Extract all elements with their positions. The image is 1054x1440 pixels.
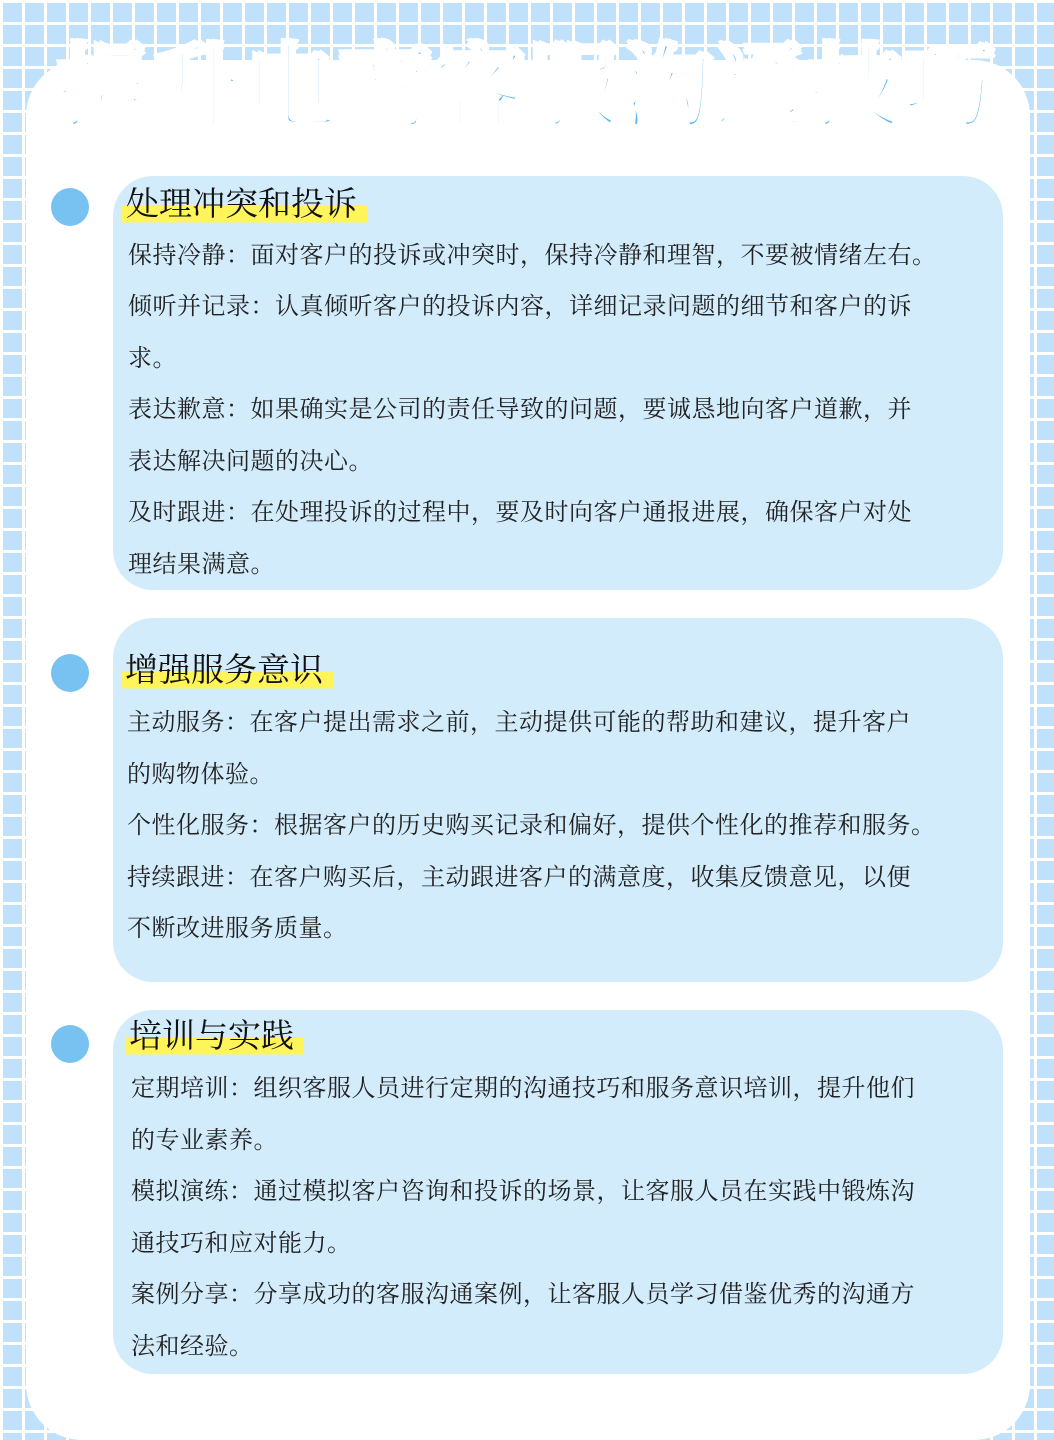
section-heading: 培训与实践 xyxy=(125,1014,304,1058)
section-line: 的购物体验。 xyxy=(127,760,274,788)
bullet-dot xyxy=(51,1025,89,1063)
section-line: 通技巧和应对能力。 xyxy=(131,1229,352,1257)
section-line: 理结果满意。 xyxy=(128,550,275,578)
section-line: 的专业素养。 xyxy=(131,1126,278,1154)
section-line: 保持冷静：面对客户的投诉或冲突时，保持冷静和理智，不要被情绪左右。 xyxy=(128,241,937,269)
section-heading: 增强服务意识 xyxy=(121,648,333,692)
section-line: 倾听并记录：认真倾听客户的投诉内容，详细记录问题的细节和客户的诉 xyxy=(128,292,912,320)
section-line: 个性化服务：根据客户的历史购买记录和偏好，提供个性化的推荐和服务。 xyxy=(127,811,936,839)
section-line: 主动服务：在客户提出需求之前，主动提供可能的帮助和建议，提升客户 xyxy=(127,708,911,736)
section-line: 案例分享：分享成功的客服沟通案例，让客服人员学习借鉴优秀的沟通方 xyxy=(131,1280,915,1308)
section-line: 模拟演练：通过模拟客户咨询和投诉的场景，让客服人员在实践中锻炼沟 xyxy=(131,1177,915,1205)
bullet-dot xyxy=(51,654,89,692)
section-line: 表达歉意：如果确实是公司的责任导致的问题，要诚恳地向客户道歉，并 xyxy=(128,395,912,423)
section-line: 法和经验。 xyxy=(131,1332,254,1360)
section-line: 不断改进服务质量。 xyxy=(127,914,348,942)
section-line: 定期培训：组织客服人员进行定期的沟通技巧和服务意识培训，提升他们 xyxy=(131,1074,915,1102)
section-line: 及时跟进：在处理投诉的过程中，要及时向客户通报进展，确保客户对处 xyxy=(128,498,912,526)
section-line: 求。 xyxy=(128,344,177,372)
section-line: 表达解决问题的决心。 xyxy=(128,447,373,475)
section-line: 持续跟进：在客户购买后，主动跟进客户的满意度，收集反馈意见，以便 xyxy=(127,863,911,891)
page-title: 提升电商客服沟通技巧 xyxy=(56,35,997,142)
bullet-dot xyxy=(51,188,89,226)
section-heading: 处理冲突和投诉 xyxy=(122,182,367,226)
